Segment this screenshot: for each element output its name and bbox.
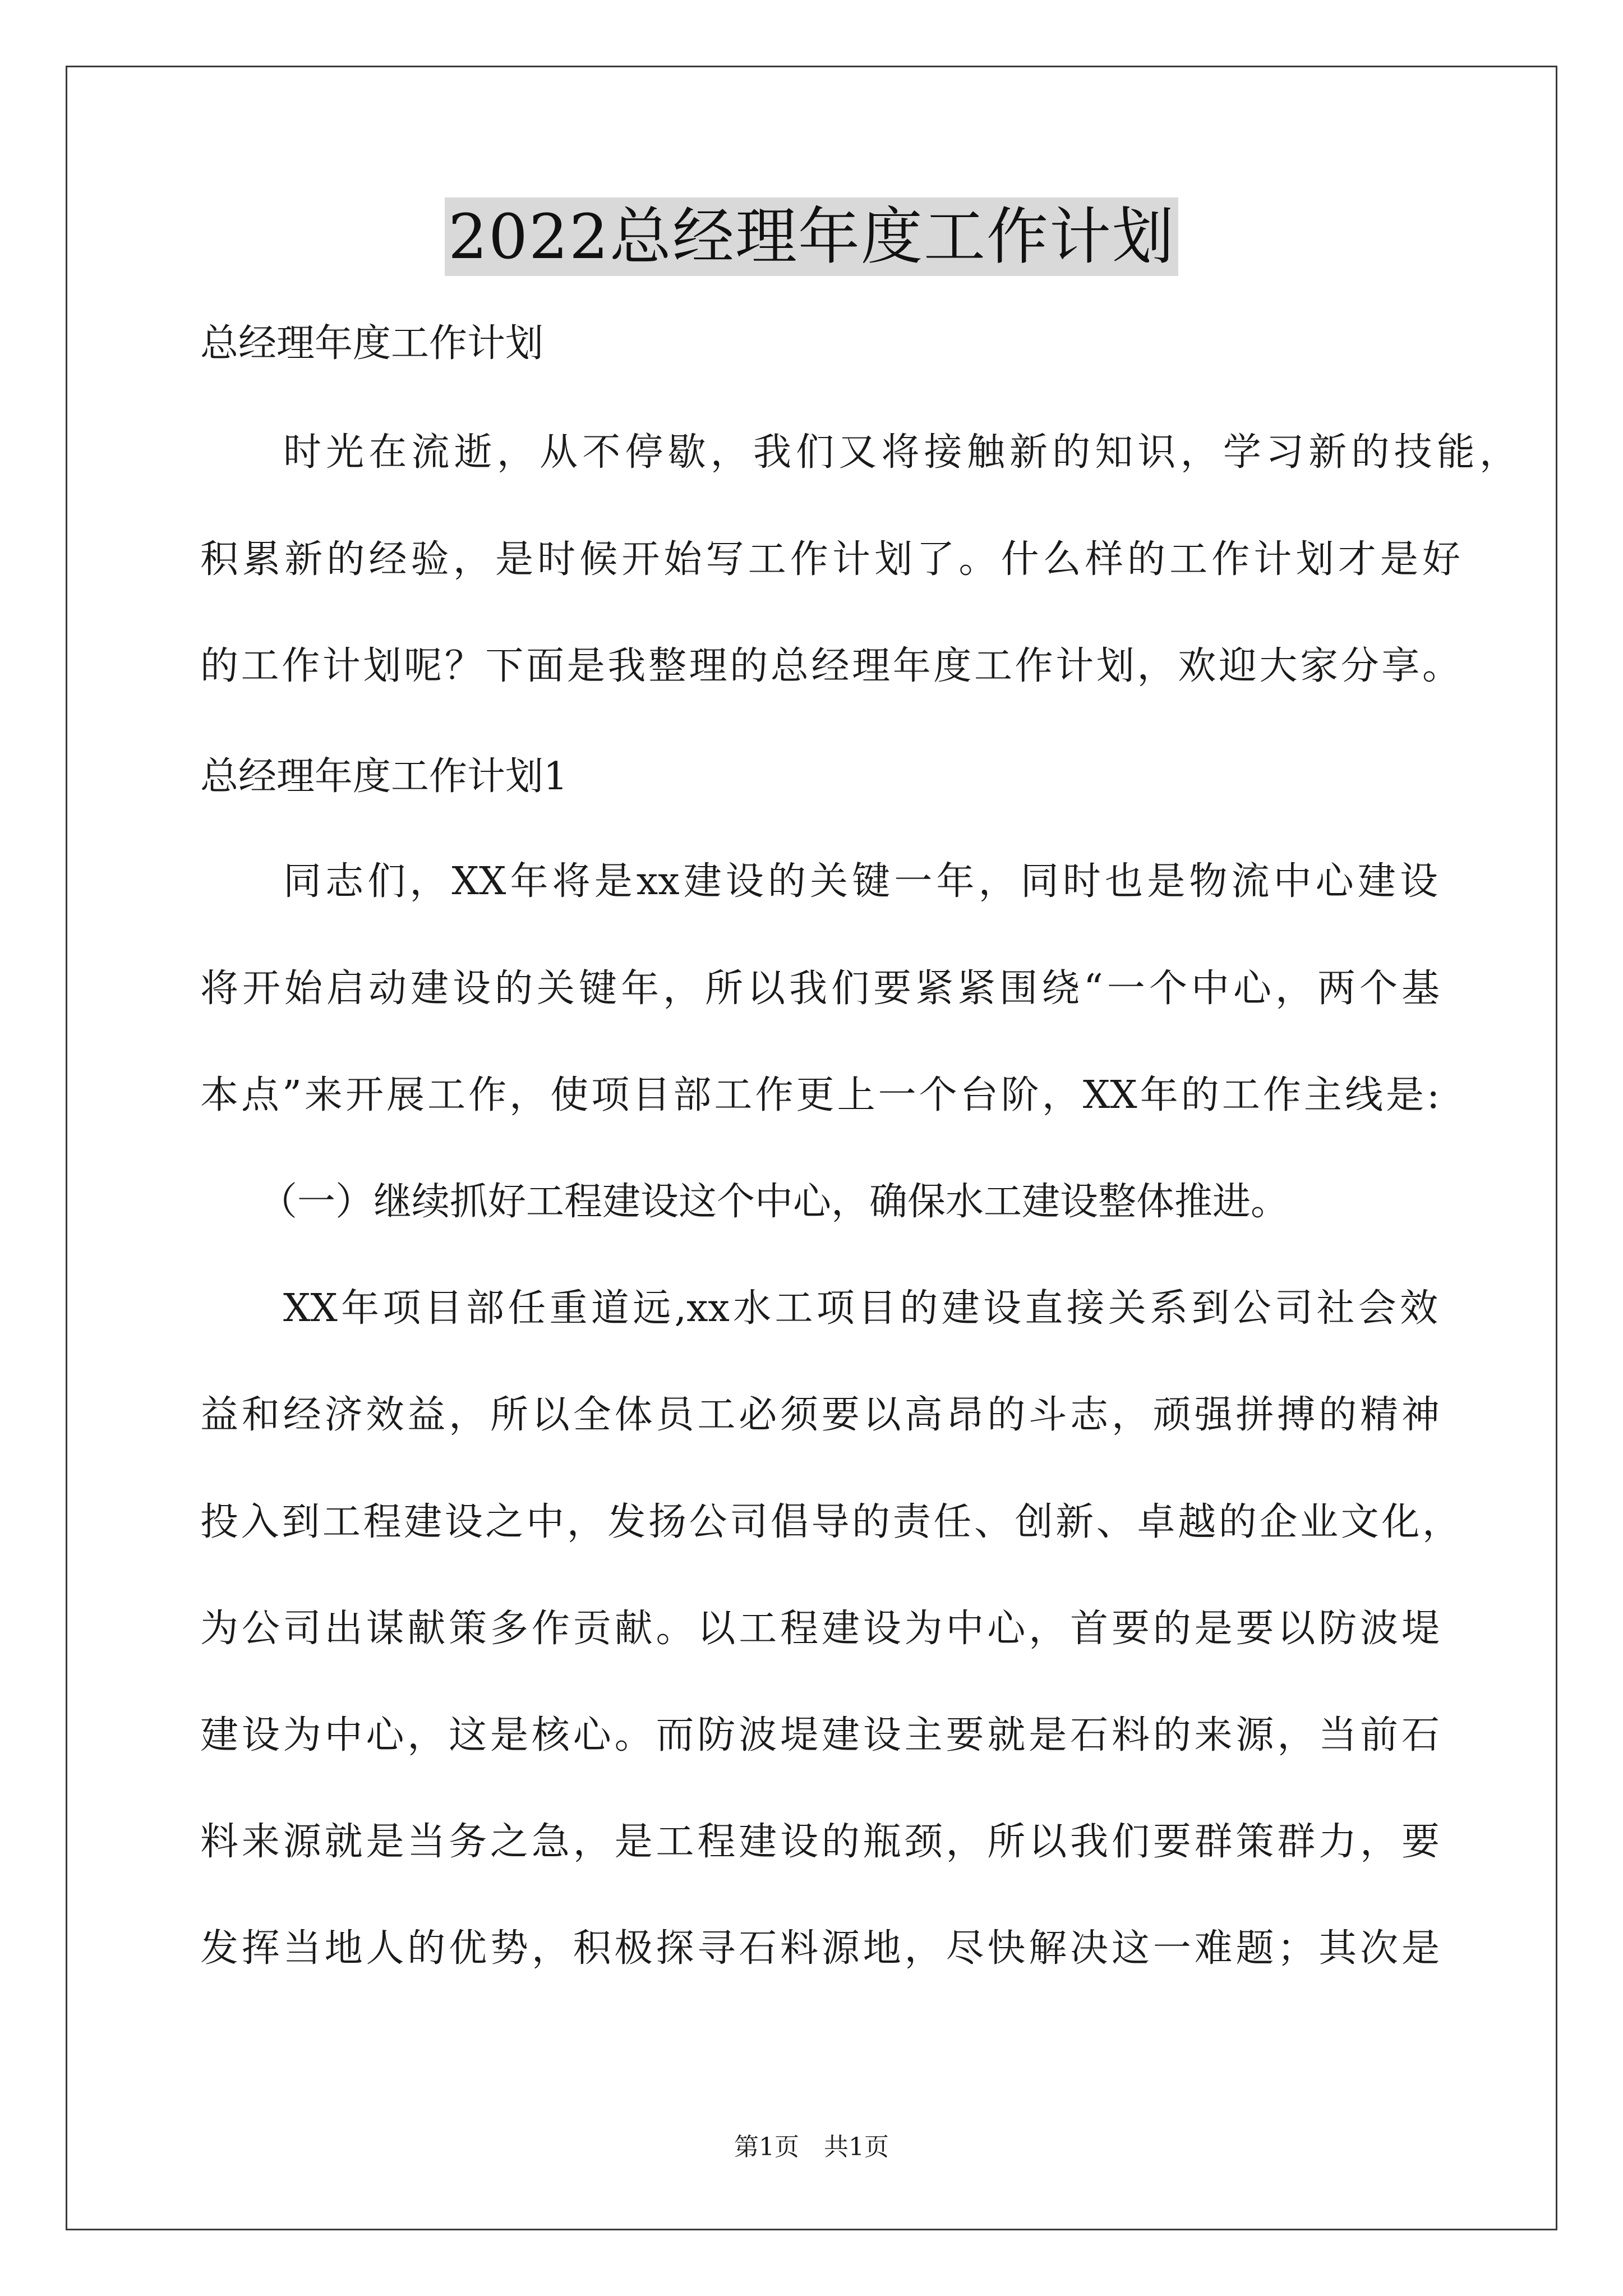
document-title[interactable]: 2022总经理年度工作计划	[445, 197, 1178, 276]
paragraph-line[interactable]: 同志们，XX年将是xx建设的关键一年，同时也是物流中心建设	[283, 859, 1438, 904]
title-container	[0, 197, 1623, 276]
paragraph-line[interactable]: 的工作计划呢？下面是我整理的总经理年度工作计划，欢迎大家分享。	[200, 644, 1460, 688]
section-heading[interactable]: 总经理年度工作计划1	[200, 754, 568, 799]
paragraph-line[interactable]: 本点”来开展工作，使项目部工作更上一个台阶，XX年的工作主线是:	[200, 1073, 1440, 1117]
page-border	[66, 66, 1557, 2230]
paragraph-line[interactable]: 为公司出谋献策多作贡献。以工程建设为中心，首要的是要以防波堤	[200, 1607, 1440, 1651]
paragraph-line[interactable]: 料来源就是当务之急，是工程建设的瓶颈，所以我们要群策群力，要	[200, 1820, 1440, 1864]
paragraph-line[interactable]: 将开始启动建设的关键年，所以我们要紧紧围绕“一个中心，两个基	[200, 967, 1440, 1011]
page-number-footer: 第1页 共1页	[734, 2133, 889, 2161]
paragraph-line[interactable]: 益和经济效益，所以全体员工必须要以高昂的斗志，顽强拼搏的精神	[200, 1393, 1440, 1437]
paragraph-line[interactable]: 发挥当地人的优势，积极探寻石料源地，尽快解决这一难题；其次是	[200, 1926, 1440, 1971]
section-heading[interactable]: 总经理年度工作计划	[200, 321, 544, 366]
paragraph-line[interactable]: XX年项目部任重道远,xx水工项目的建设直接关系到公司社会效	[283, 1286, 1438, 1331]
paragraph-line[interactable]: 时光在流逝，从不停歇，我们又将接触新的知识，学习新的技能，	[283, 430, 1518, 475]
subsection-heading[interactable]: （一）继续抓好工程建设这个中心，确保水工建设整体推进。	[259, 1180, 1289, 1224]
paragraph-line[interactable]: 建设为中心，这是核心。而防波堤建设主要就是石料的来源，当前石	[200, 1713, 1440, 1757]
paragraph-line[interactable]: 积累新的经验，是时候开始写工作计划了。什么样的工作计划才是好	[200, 537, 1460, 582]
paragraph-line[interactable]: 投入到工程建设之中，发扬公司倡导的责任、创新、卓越的企业文化，	[200, 1500, 1460, 1544]
